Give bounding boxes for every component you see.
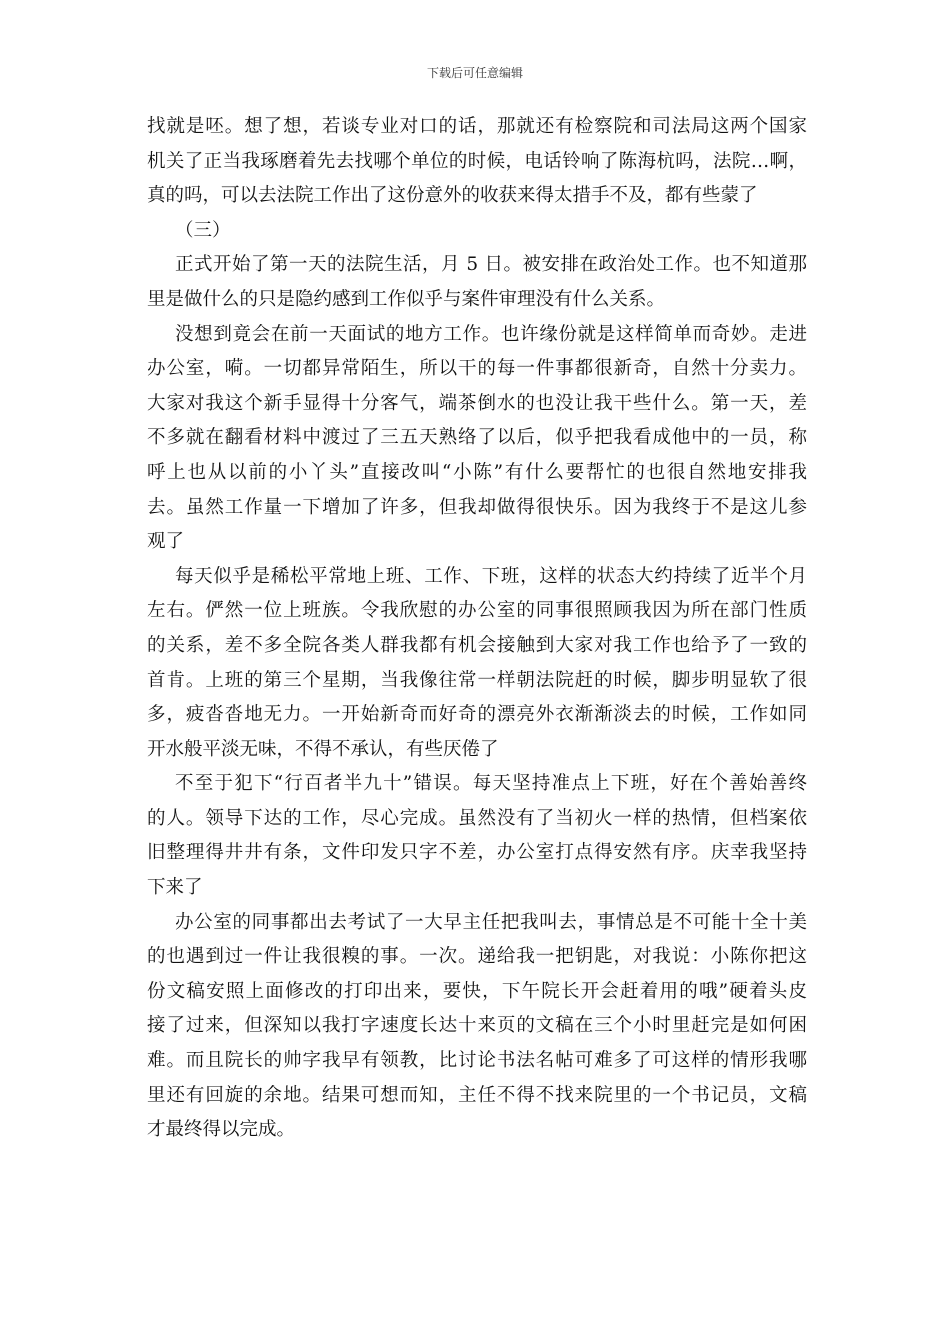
text-line: 没想到竟会在前一天面试的地方工作。也许缘份就是这样简单而奇妙。走进 xyxy=(175,323,807,345)
text-line: 里还有回旋的余地。结果可想而知，主任不得不找来院里的一个书记员，文稿 xyxy=(147,1084,807,1106)
text-line: 观了 xyxy=(147,531,185,553)
text-line: 开水般平淡无味，不得不承认，有些厌倦了 xyxy=(147,738,499,760)
text-line: 里是做什么的只是隐约感到工作似乎与案件审理没有什么关系。 xyxy=(147,288,666,310)
text-line: 办公室，嗬。一切都异常陌生，所以干的每一件事都很新奇，自然十分卖力。 xyxy=(147,358,807,380)
text-line: 的也遇到过一件让我很糗的事。一次。递给我一把钥匙，对我说：小陈你把这 xyxy=(147,946,807,968)
text-line: 找就是呸。想了想，若谈专业对口的话，那就还有检察院和司法局这两个国家 xyxy=(147,116,807,137)
text-line: 下来了 xyxy=(147,877,203,899)
text-line: 每天似乎是稀松平常地上班、工作、下班，这样的状态大约持续了近半个月 xyxy=(175,565,807,587)
text-line: 的关系，差不多全院各类人群我都有机会接触到大家对我工作也给予了一致的 xyxy=(147,634,807,656)
text-line: 呼上也从以前的小丫头”直接改叫“小陈”有什么要帮忙的也很自然地安排我 xyxy=(147,461,807,483)
text-line: 大家对我这个新手显得十分客气，端茶倒水的也没让我干些什么。第一天，差 xyxy=(147,392,807,414)
text-line: 难。而且院长的帅字我早有领教，比讨论书法名帖可难多了可这样的情形我哪 xyxy=(147,1050,807,1072)
text-line: 机关了正当我琢磨着先去找哪个单位的时候，电话铃响了陈海杭吗，法院…啊， xyxy=(147,150,807,172)
text-line: 办公室的同事都出去考试了一大早主任把我叫去，事情总是不可能十全十美 xyxy=(175,911,807,933)
text-line: （三） xyxy=(175,219,231,241)
text-line: 真的吗，可以去法院工作出了这份意外的收获来得太措手不及，都有些蒙了 xyxy=(147,185,758,207)
text-line: 首肯。上班的第三个星期，当我像往常一样朝法院赶的时候，脚步明显软了很 xyxy=(147,669,807,691)
text-line: 旧整理得井井有条，文件印发只字不差，办公室打点得安然有序。庆幸我坚持 xyxy=(147,842,807,864)
text-line: 正式开始了第一天的法院生活，月 5 日。被安排在政治处工作。也不知道那 xyxy=(175,254,807,276)
text-line: 不至于犯下“行百者半九十”错误。每天坚持准点上下班，好在个善始善终 xyxy=(175,773,807,795)
text-line: 不多就在翻看材料中渡过了三五天熟络了以后，似乎把我看成他中的一员，称 xyxy=(147,427,807,449)
page-header: 下载后可任意编辑 xyxy=(426,66,523,80)
text-line: 左右。俨然一位上班族。令我欣慰的办公室的同事很照顾我因为所在部门性质 xyxy=(147,600,807,622)
text-line: 才最终得以完成。 xyxy=(147,1119,296,1141)
text-line: 接了过来，但深知以我打字速度长达十来页的文稿在三个小时里赶完是如何困 xyxy=(147,1015,807,1037)
text-line: 去。虽然工作量一下增加了许多，但我却做得很快乐。因为我终于不是这儿参 xyxy=(147,496,807,518)
text-line: 多，疲沓沓地无力。一开始新奇而好奇的漂亮外衣渐渐淡去的时候，工作如同 xyxy=(147,704,807,726)
document-body xyxy=(147,110,807,1148)
text-line: 份文稿安照上面修改的打印出来，要快，下午院长开会赶着用的哦”硬着头皮 xyxy=(147,980,807,1002)
text-line: 的人。领导下达的工作，尽心完成。虽然没有了当初火一样的热情，但档案依 xyxy=(147,807,807,829)
